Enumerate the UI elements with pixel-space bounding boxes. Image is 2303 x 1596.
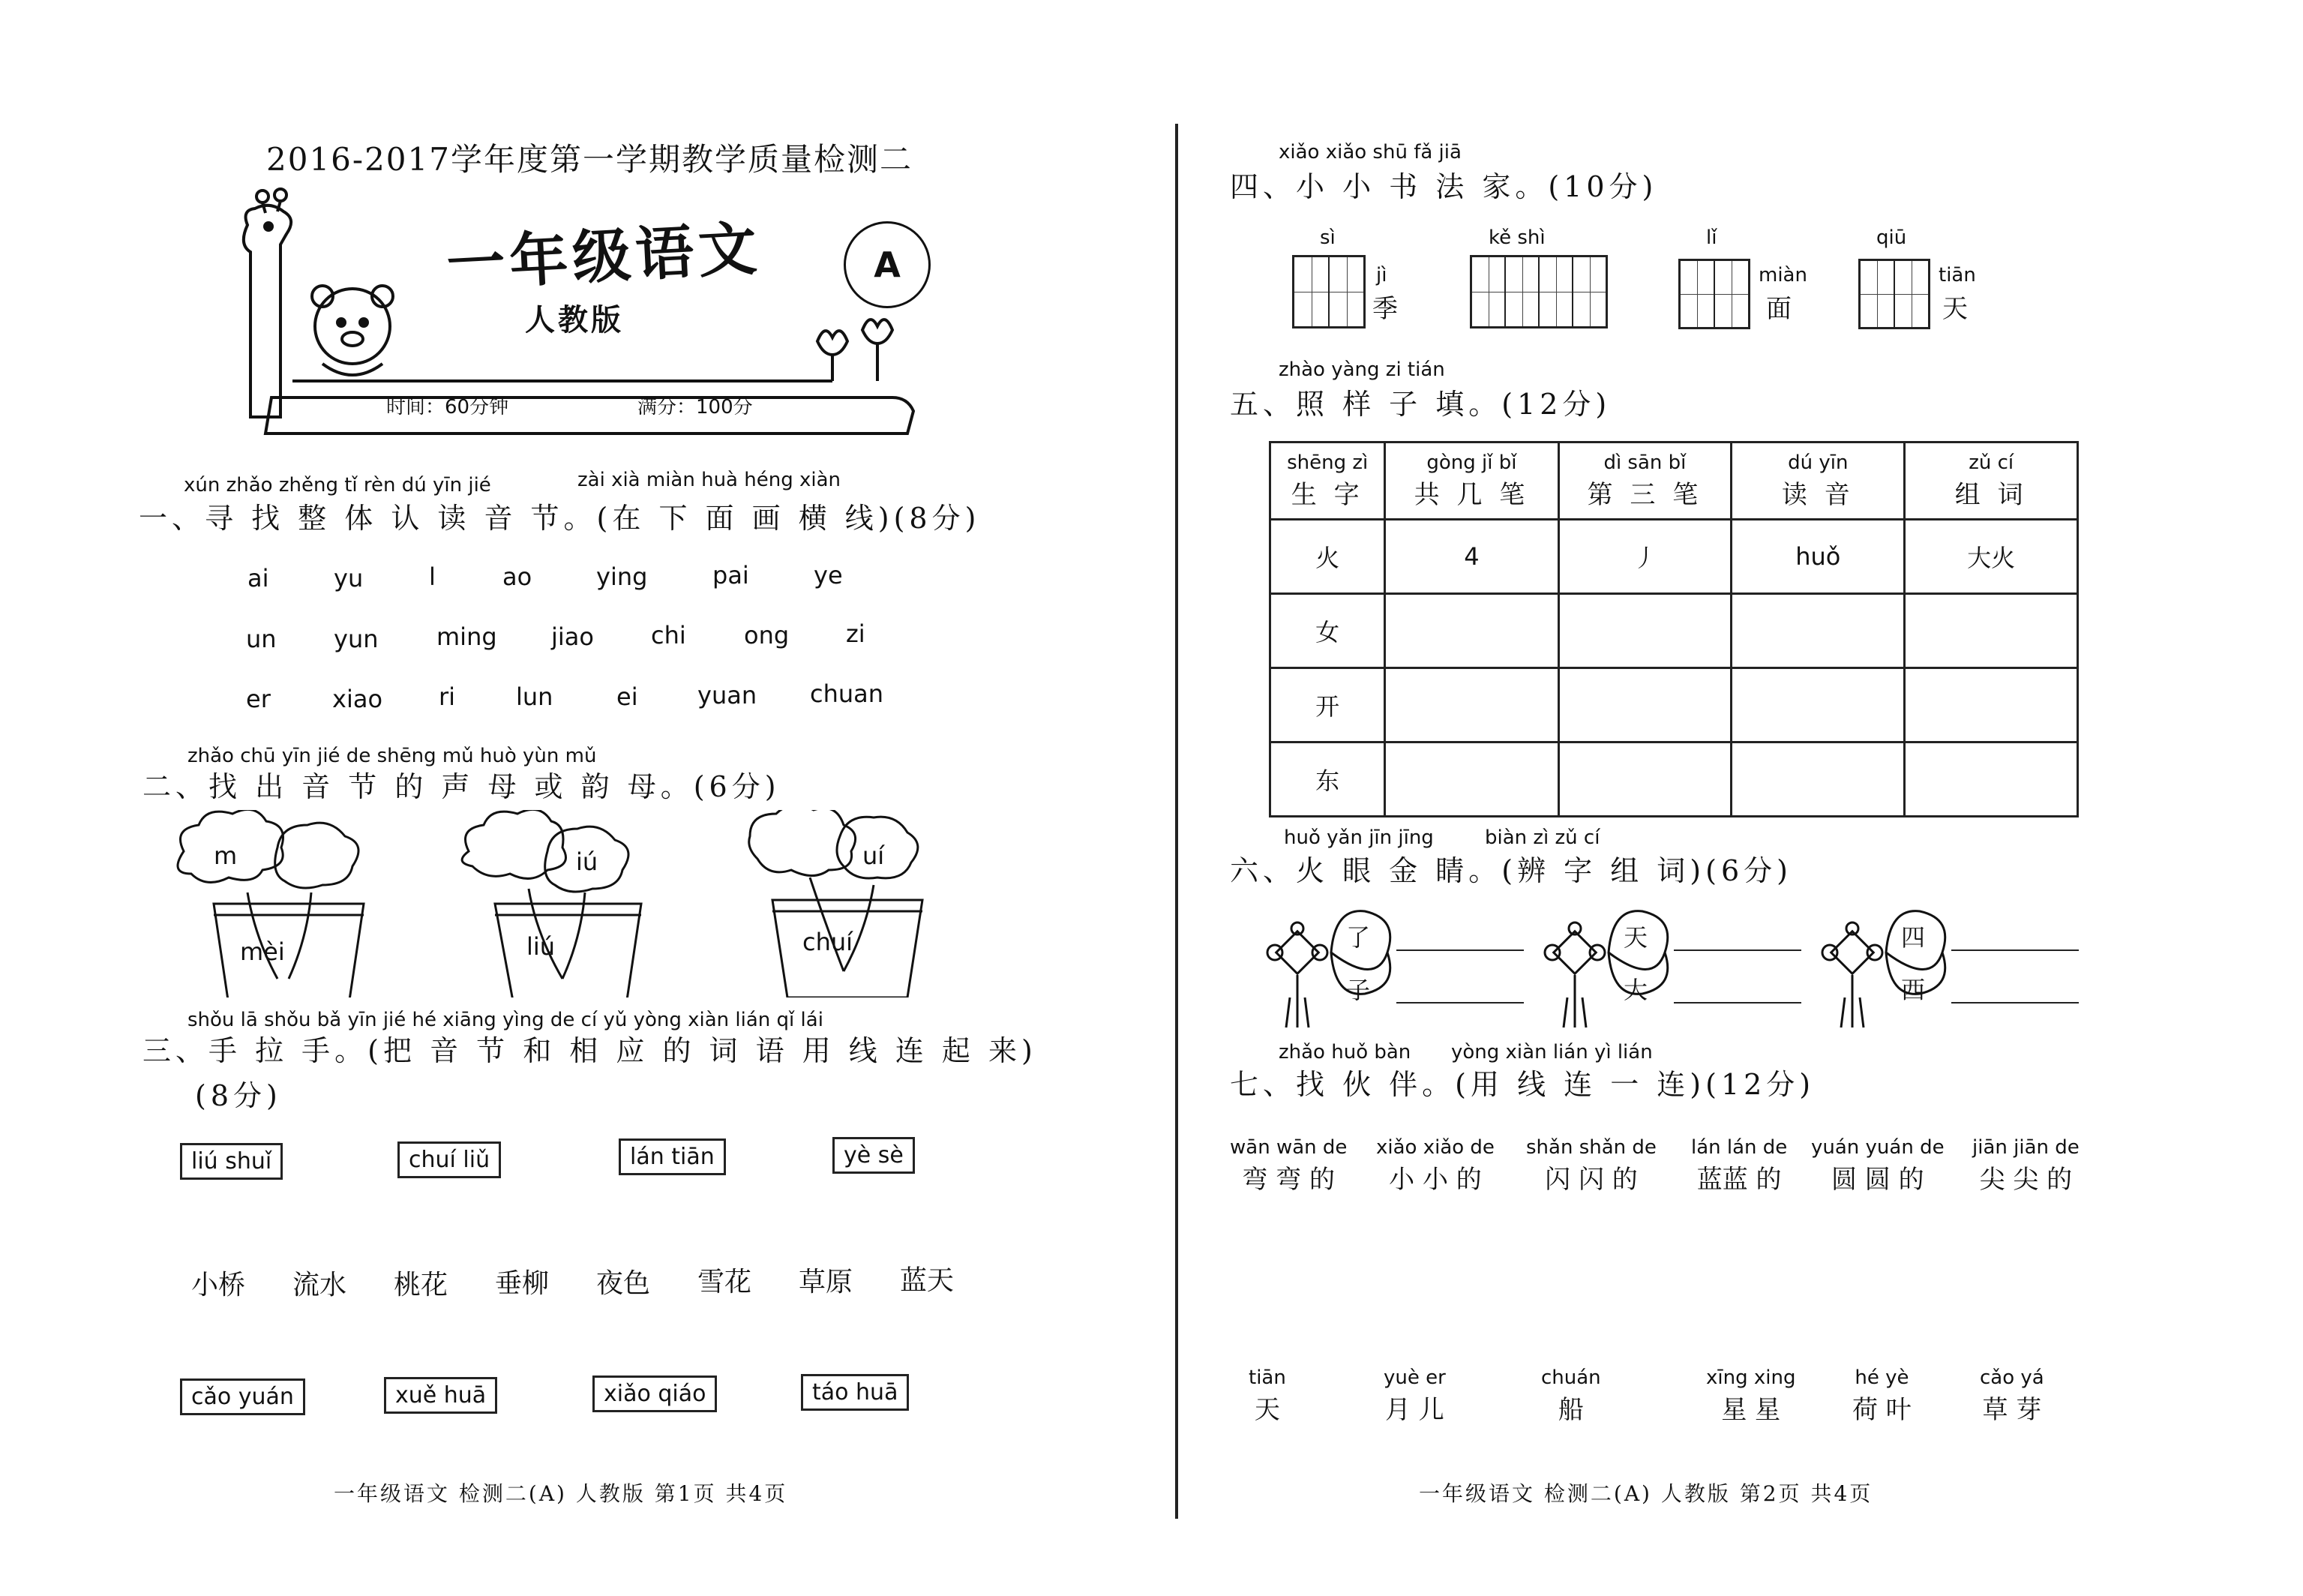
pinyin-box[interactable]: xuě huā xyxy=(384,1377,497,1414)
syllable: chuan xyxy=(810,680,884,708)
word-item[interactable]: 流水 xyxy=(292,1270,347,1300)
word-item[interactable]: 垂柳 xyxy=(495,1268,550,1299)
section-5-title: 五、照 样 子 填。(12分) xyxy=(1230,388,1612,421)
table-row xyxy=(1270,520,2078,594)
writing-cell[interactable] xyxy=(1715,261,1748,327)
hint-char: 面 xyxy=(1766,294,1792,324)
giraffe-icon xyxy=(244,189,291,417)
adjective-item[interactable] xyxy=(1691,1136,1787,1196)
noun-text: 船 xyxy=(1558,1395,1584,1425)
syllable: ye xyxy=(814,561,843,590)
answer-line[interactable] xyxy=(1396,950,1524,951)
section-6-title: 六、火 眼 金 睛。(辨 字 组 词)(6分) xyxy=(1230,854,1792,887)
word-item[interactable]: 桃花 xyxy=(394,1270,448,1300)
noun-item[interactable] xyxy=(1980,1366,2044,1426)
syllable: jiao xyxy=(551,622,594,651)
writing-cell[interactable] xyxy=(1472,257,1506,326)
pot-label: chuí xyxy=(802,928,853,956)
adjective-pinyin: jiān jiān de xyxy=(1972,1136,2080,1159)
noun-text: 月 儿 xyxy=(1385,1395,1444,1425)
syllable: ri xyxy=(439,682,456,711)
section-4-pinyin: xiǎo xiǎo shū fǎ jiā xyxy=(1279,141,1462,164)
noun-pinyin: yuè er xyxy=(1384,1366,1446,1389)
section-3-title: 三、手 拉 手。(把 音 节 和 相 应 的 词 语 用 线 连 起 来) xyxy=(142,1034,1037,1067)
answer-cell[interactable] xyxy=(1905,742,2078,817)
noun-text: 星 星 xyxy=(1721,1395,1781,1425)
syllable: er xyxy=(246,685,271,713)
writing-grid[interactable] xyxy=(1292,255,1366,328)
hint-pinyin: miàn xyxy=(1759,264,1807,286)
section-1-pinyin-b: zài xià miàn huà héng xiàn xyxy=(577,469,841,491)
table-cell: 东 xyxy=(1270,742,1385,817)
bear-icon xyxy=(312,286,393,375)
version-badge: A xyxy=(844,221,931,308)
table-row xyxy=(1270,742,2078,817)
hint-pinyin: jì xyxy=(1376,264,1387,286)
page-divider xyxy=(1175,124,1178,1519)
syllable: ong xyxy=(744,621,790,650)
chinese-knot-icon xyxy=(1267,922,1327,1028)
syllable: pai xyxy=(712,561,749,590)
table-header: dì sān bǐ 第 三 笔 xyxy=(1558,442,1732,520)
section-7-title: 七、找 伙 伴。(用 线 连 一 连)(12分) xyxy=(1230,1068,1816,1101)
exam-time: 时间：60分钟 xyxy=(386,396,509,418)
answer-line[interactable] xyxy=(1951,950,2079,951)
adjective-text: 小 小 的 xyxy=(1389,1165,1482,1195)
knot-hearts-illustration xyxy=(1260,900,2092,1035)
syllable: xiao xyxy=(332,685,383,713)
table-cell: huǒ xyxy=(1732,520,1905,594)
adjective-pinyin: yuán yuán de xyxy=(1811,1136,1945,1159)
table-cell: 开 xyxy=(1270,668,1385,742)
writing-cell[interactable] xyxy=(1573,257,1606,326)
table-row xyxy=(1270,594,2078,668)
pinyin-box[interactable]: liú shuǐ xyxy=(180,1143,283,1180)
pinyin-box[interactable]: lán tiān xyxy=(619,1138,726,1175)
pinyin-box[interactable]: táo huā xyxy=(801,1374,909,1411)
syllable: yuan xyxy=(697,681,757,710)
writing-cell[interactable] xyxy=(1294,257,1330,326)
writing-grid[interactable] xyxy=(1678,259,1750,329)
adjective-item[interactable] xyxy=(1376,1136,1495,1196)
word-item[interactable]: 小桥 xyxy=(191,1270,246,1300)
section-3-points: (8分) xyxy=(195,1079,282,1112)
noun-pinyin: chuán xyxy=(1541,1366,1601,1389)
noun-item[interactable] xyxy=(1384,1366,1446,1426)
word-item[interactable]: 雪花 xyxy=(697,1267,752,1298)
char-bottom: 西 xyxy=(1901,976,1926,1004)
char-top: 了 xyxy=(1346,923,1371,952)
syllable: ei xyxy=(616,682,638,711)
cloud-icon xyxy=(178,810,358,888)
char-bottom: 大 xyxy=(1624,976,1648,1004)
adjective-item[interactable] xyxy=(1526,1136,1657,1196)
table-header: dú yīn 读 音 xyxy=(1732,442,1905,520)
pot-label: mèi xyxy=(240,938,285,966)
adjective-text: 闪 闪 的 xyxy=(1545,1165,1638,1195)
pinyin-box[interactable]: yè sè xyxy=(832,1137,915,1174)
answer-cell[interactable] xyxy=(1558,668,1732,742)
answer-cell[interactable] xyxy=(1732,668,1905,742)
writing-cell[interactable] xyxy=(1540,257,1573,326)
word-item[interactable]: 草原 xyxy=(799,1267,853,1298)
writing-pinyin: kě shì xyxy=(1489,226,1546,249)
writing-cell[interactable] xyxy=(1506,257,1540,326)
writing-cell[interactable] xyxy=(1681,261,1715,327)
writing-pinyin: qiū xyxy=(1876,226,1907,249)
flower-pots-illustration xyxy=(172,810,937,998)
noun-pinyin: tiān xyxy=(1249,1366,1286,1389)
table-cell: 火 xyxy=(1270,520,1385,594)
syllable: ming xyxy=(436,622,497,651)
cloud-label: iú xyxy=(576,848,598,876)
syllable: yun xyxy=(334,625,379,653)
section-7-pinyin-b: yòng xiàn lián yì lián xyxy=(1451,1041,1653,1064)
adjective-item[interactable] xyxy=(1230,1136,1347,1196)
full-score: 满分：100分 xyxy=(637,396,753,418)
noun-pinyin: hé yè xyxy=(1855,1366,1909,1389)
syllable: l xyxy=(429,562,436,591)
answer-cell[interactable] xyxy=(1905,594,2078,668)
noun-item[interactable] xyxy=(1249,1366,1286,1426)
answer-line[interactable] xyxy=(1396,1002,1524,1004)
noun-text: 荷 叶 xyxy=(1852,1395,1912,1425)
section-7-pinyin: zhǎo huǒ bàn xyxy=(1279,1041,1411,1064)
answer-cell[interactable] xyxy=(1558,594,1732,668)
adjective-text: 弯 弯 的 xyxy=(1242,1165,1335,1195)
answer-cell[interactable] xyxy=(1385,594,1558,668)
section-1-title: 一、寻 找 整 体 认 读 音 节。(在 下 面 画 横 线)(8分) xyxy=(139,502,981,535)
writing-cell[interactable] xyxy=(1895,261,1928,327)
adjective-pinyin: wān wān de xyxy=(1230,1136,1348,1159)
adjective-pinyin: xiǎo xiǎo de xyxy=(1376,1136,1495,1159)
section-6-pinyin-b: biàn zì zǔ cí xyxy=(1485,826,1600,849)
noun-pinyin: cǎo yá xyxy=(1980,1366,2044,1389)
page-footer-left: 一年级语文 检测二(A) 人教版 第1页 共4页 xyxy=(334,1481,788,1506)
answer-cell[interactable] xyxy=(1732,742,1905,817)
table-cell: 4 xyxy=(1385,520,1558,594)
section-2-pinyin: zhǎo chū yīn jié de shēng mǔ huò yùn mǔ xyxy=(187,745,597,767)
char-top: 天 xyxy=(1624,923,1648,952)
word-item[interactable]: 蓝天 xyxy=(900,1265,955,1296)
syllable: un xyxy=(246,625,277,653)
section-2-title: 二、找 出 音 节 的 声 母 或 韵 母。(6分) xyxy=(142,770,781,803)
adjective-text: 圆 圆 的 xyxy=(1831,1165,1924,1195)
section-4-title: 四、小 小 书 法 家。(10分) xyxy=(1230,170,1658,203)
answer-cell[interactable] xyxy=(1905,668,2078,742)
table-cell: 丿 xyxy=(1558,520,1732,594)
answer-cell[interactable] xyxy=(1732,594,1905,668)
adjective-text: 蓝蓝 的 xyxy=(1696,1165,1782,1195)
writing-grid[interactable] xyxy=(1470,255,1608,328)
flower-icon xyxy=(817,320,892,381)
pinyin-box[interactable]: xiǎo qiáo xyxy=(592,1376,717,1412)
table-header-row xyxy=(1270,442,2078,520)
adjective-text: 尖 尖 的 xyxy=(1979,1165,2073,1195)
noun-item[interactable] xyxy=(1852,1366,1912,1426)
syllable: ying xyxy=(596,562,648,591)
table-header: gòng jǐ bǐ 共 几 笔 xyxy=(1385,442,1558,520)
syllable: chi xyxy=(651,621,686,650)
fill-table xyxy=(1269,441,2079,818)
syllable: ai xyxy=(247,564,269,592)
word-item[interactable]: 夜色 xyxy=(596,1268,651,1299)
section-5-pinyin: zhào yàng zi tián xyxy=(1279,358,1445,381)
syllable: ao xyxy=(502,562,532,591)
noun-item[interactable] xyxy=(1706,1366,1795,1426)
writing-cell[interactable] xyxy=(1861,261,1895,327)
syllable: zi xyxy=(846,620,865,648)
table-row xyxy=(1270,668,2078,742)
answer-line[interactable] xyxy=(1674,950,1801,951)
noun-text: 草 芽 xyxy=(1982,1395,2042,1425)
adjective-item[interactable] xyxy=(1972,1136,2080,1196)
pot-label: liú xyxy=(526,932,556,961)
writing-pinyin: lǐ xyxy=(1706,226,1717,249)
syllable: yu xyxy=(334,564,364,592)
hint-char: 季 xyxy=(1372,294,1398,324)
answer-line[interactable] xyxy=(1674,1002,1801,1004)
page-footer-right: 一年级语文 检测二(A) 人教版 第2页 共4页 xyxy=(1419,1481,1873,1506)
cloud-label: m xyxy=(214,842,238,870)
section-3-pinyin: shǒu lā shǒu bǎ yīn jié hé xiāng yìng de cí yǔ yòng xiàn lián qǐ lái xyxy=(187,1009,823,1031)
writing-cell[interactable] xyxy=(1330,257,1363,326)
adjective-pinyin: shǎn shǎn de xyxy=(1526,1136,1657,1159)
syllable: lun xyxy=(516,682,553,711)
pot-icon xyxy=(214,904,364,998)
answer-line[interactable] xyxy=(1951,1002,2079,1004)
edition-label: 人教版 xyxy=(525,303,624,338)
answer-cell[interactable] xyxy=(1385,668,1558,742)
subject-title: 一年级语文 xyxy=(445,214,763,299)
adjective-pinyin: lán lán de xyxy=(1691,1136,1788,1159)
char-bottom: 子 xyxy=(1346,976,1371,1004)
writing-grid[interactable] xyxy=(1858,259,1930,329)
exam-title: 2016-2017学年度第一学期教学质量检测二 xyxy=(266,141,913,178)
answer-cell[interactable] xyxy=(1385,742,1558,817)
char-top: 四 xyxy=(1901,923,1926,952)
cloud-label: uí xyxy=(862,842,885,870)
hint-char: 天 xyxy=(1942,294,1968,324)
writing-pinyin: sì xyxy=(1320,226,1336,249)
noun-text: 天 xyxy=(1254,1395,1280,1425)
table-cell: 大火 xyxy=(1905,520,2078,594)
table-header: shēng zì 生 字 xyxy=(1270,442,1385,520)
pinyin-box[interactable]: chuí liǔ xyxy=(397,1142,501,1178)
hint-pinyin: tiān xyxy=(1939,264,1976,286)
header-banner xyxy=(265,398,913,434)
table-header: zǔ cí 组 词 xyxy=(1905,442,2078,520)
noun-item[interactable] xyxy=(1541,1366,1601,1426)
table-cell: 女 xyxy=(1270,594,1385,668)
pinyin-box[interactable]: cǎo yuán xyxy=(180,1378,305,1415)
answer-cell[interactable] xyxy=(1558,742,1732,817)
section-6-pinyin: huǒ yǎn jīn jīng xyxy=(1284,826,1434,849)
section-1-pinyin: xún zhǎo zhěng tǐ rèn dú yīn jié xyxy=(184,474,491,496)
adjective-item[interactable] xyxy=(1811,1136,1945,1196)
noun-pinyin: xīng xing xyxy=(1706,1366,1796,1389)
